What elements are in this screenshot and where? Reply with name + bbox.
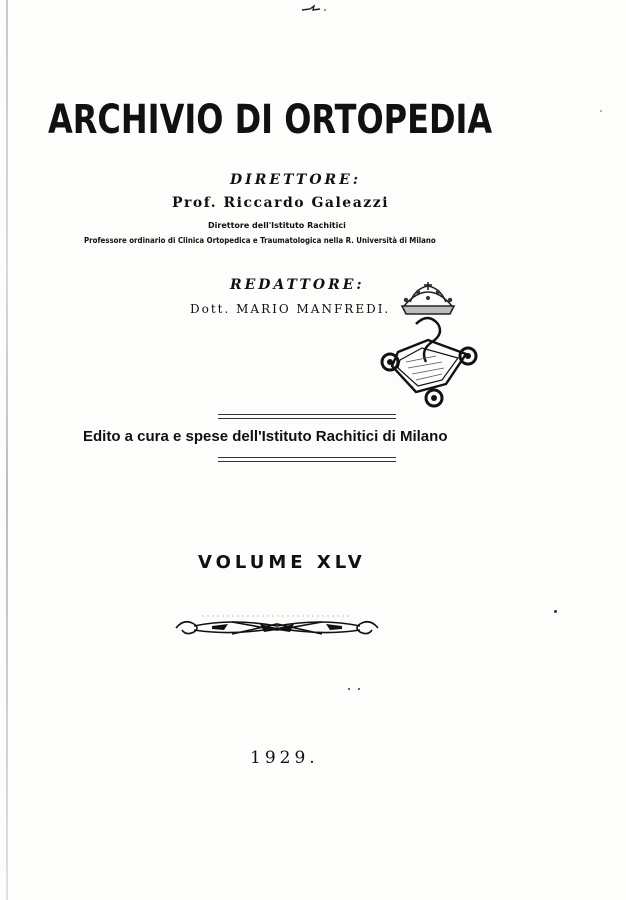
director-professorship: Professore ordinario di Clinica Ortopedica e Traumatologica nella R. Università di Milano bbox=[84, 236, 436, 245]
journal-title: ARCHIVIO DI ORTOPEDIA bbox=[48, 97, 493, 143]
paper-speck bbox=[358, 688, 360, 690]
paper-speck bbox=[554, 610, 557, 613]
publication-year: 1929. bbox=[250, 748, 319, 768]
decorative-scroll-ornament-icon bbox=[172, 614, 382, 640]
director-position: Direttore dell'Istituto Rachitici bbox=[208, 221, 346, 230]
editor-role-label: REDATTORE: bbox=[230, 277, 365, 293]
rule-above-publisher bbox=[218, 414, 396, 420]
volume-number: VOLUME XLV bbox=[198, 552, 366, 573]
director-name: Prof. Riccardo Galeazzi bbox=[172, 195, 390, 211]
editor-name: Dott. MARIO MANFREDI. bbox=[190, 302, 391, 316]
printer-mark-icon bbox=[300, 4, 330, 14]
rule-below-publisher bbox=[218, 457, 396, 463]
paper-speck bbox=[600, 110, 602, 112]
page-edge-shadow bbox=[6, 0, 8, 900]
publisher-line: Edito a cura e spese dell'Istituto Rachitici di Milano bbox=[83, 428, 448, 445]
director-role-label: DIRETTORE: bbox=[230, 172, 362, 188]
paper-speck bbox=[348, 688, 350, 690]
crowned-monogram-emblem-icon bbox=[376, 276, 480, 410]
